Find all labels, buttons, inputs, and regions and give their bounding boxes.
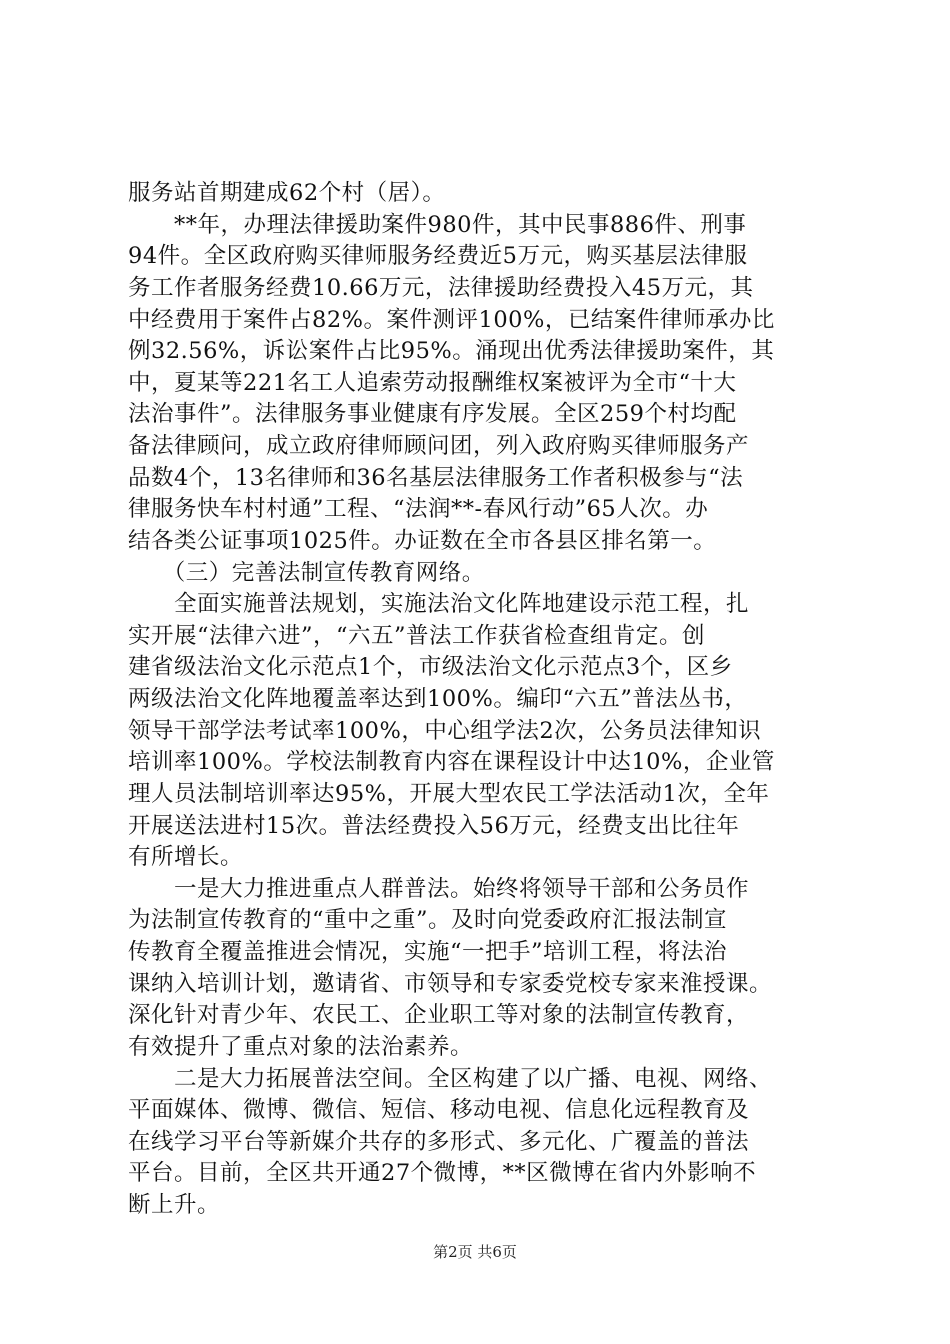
text-line: 法治事件”。法律服务事业健康有序发展。全区259个村均配 (128, 401, 737, 427)
text-line: 中，夏某等221名工人追索劳动报酬维权案被评为全市“十大 (128, 370, 737, 396)
text-line: 一是大力推进重点人群普法。始终将领导干部和公务员作 (128, 876, 750, 902)
text-line: 开展送法进村15次。普法经费投入56万元，经费支出比往年 (128, 813, 740, 839)
text-line: 备法律顾问，成立政府律师顾问团，列入政府购买律师服务产 (128, 433, 750, 459)
text-line: 有所增长。 (128, 844, 244, 870)
text-line: 二是大力拓展普法空间。全区构建了以广播、电视、网络、 (128, 1066, 773, 1092)
text-line: 有效提升了重点对象的法治素养。 (128, 1034, 474, 1060)
text-line: 领导干部学法考试率100%，中心组学法2次，公务员法律知识 (128, 718, 762, 744)
text-line: 断上升。 (128, 1192, 221, 1218)
text-line: 在线学习平台等新媒介共存的多形式、多元化、广覆盖的普法 (128, 1129, 750, 1155)
text-line: 实开展“法律六进”，“六五”普法工作获省检查组肯定。创 (128, 623, 706, 649)
text-line: 结各类公证事项1025件。办证数在全市各县区排名第一。 (128, 528, 717, 554)
text-line: 94件。全区政府购买律师服务经费近5万元，购买基层法律服 (128, 243, 748, 269)
text-line: 课纳入培训计划，邀请省、市领导和专家委党校专家来淮授课。 (128, 971, 773, 997)
text-line: 平面媒体、微博、微信、短信、移动电视、信息化远程教育及 (128, 1097, 750, 1123)
text-line: 律服务快车村村通”工程、“法润**-春风行动”65人次。办 (128, 496, 709, 522)
page-footer: 第2页 共6页 (433, 1243, 517, 1261)
text-line: 中经费用于案件占82%。案件测评100%，已结案件律师承办比 (128, 307, 775, 333)
text-line: 平台。目前，全区共开通27个微博，**区微博在省内外影响不 (128, 1160, 757, 1186)
text-line: 全面实施普法规划，实施法治文化阵地建设示范工程，扎 (128, 591, 750, 617)
text-line: 两级法治文化阵地覆盖率达到100%。编印“六五”普法丛书， (128, 686, 748, 712)
text-line: 理人员法制培训率达95%，开展大型农民工学法活动1次，全年 (128, 781, 770, 807)
section-heading: （三）完善法制宣传教育网络。 (128, 560, 485, 586)
text-line: 服务站首期建成62个村（居）。 (128, 180, 446, 206)
text-line: **年，办理法律援助案件980件，其中民事886件、刑事 (128, 212, 747, 238)
text-line: 传教育全覆盖推进会情况，实施“一把手”培训工程，将法治 (128, 939, 728, 965)
text-line: 建省级法治文化示范点1个，市级法治文化示范点3个，区乡 (128, 654, 733, 680)
text-line: 务工作者服务经费10.66万元，法律援助经费投入45万元，其 (128, 275, 754, 301)
text-line: 培训率100%。学校法制教育内容在课程设计中达10%，企业管 (128, 749, 775, 775)
text-line: 深化针对青少年、农民工、企业职工等对象的法制宣传教育， (128, 1002, 750, 1028)
text-line: 例32.56%，诉讼案件占比95%。涌现出优秀法律援助案件，其 (128, 338, 775, 364)
text-line: 为法制宣传教育的“重中之重”。及时向党委政府汇报法制宣 (128, 907, 728, 933)
text-line: 品数4个，13名律师和36名基层法律服务工作者积极参与“法 (128, 465, 744, 491)
